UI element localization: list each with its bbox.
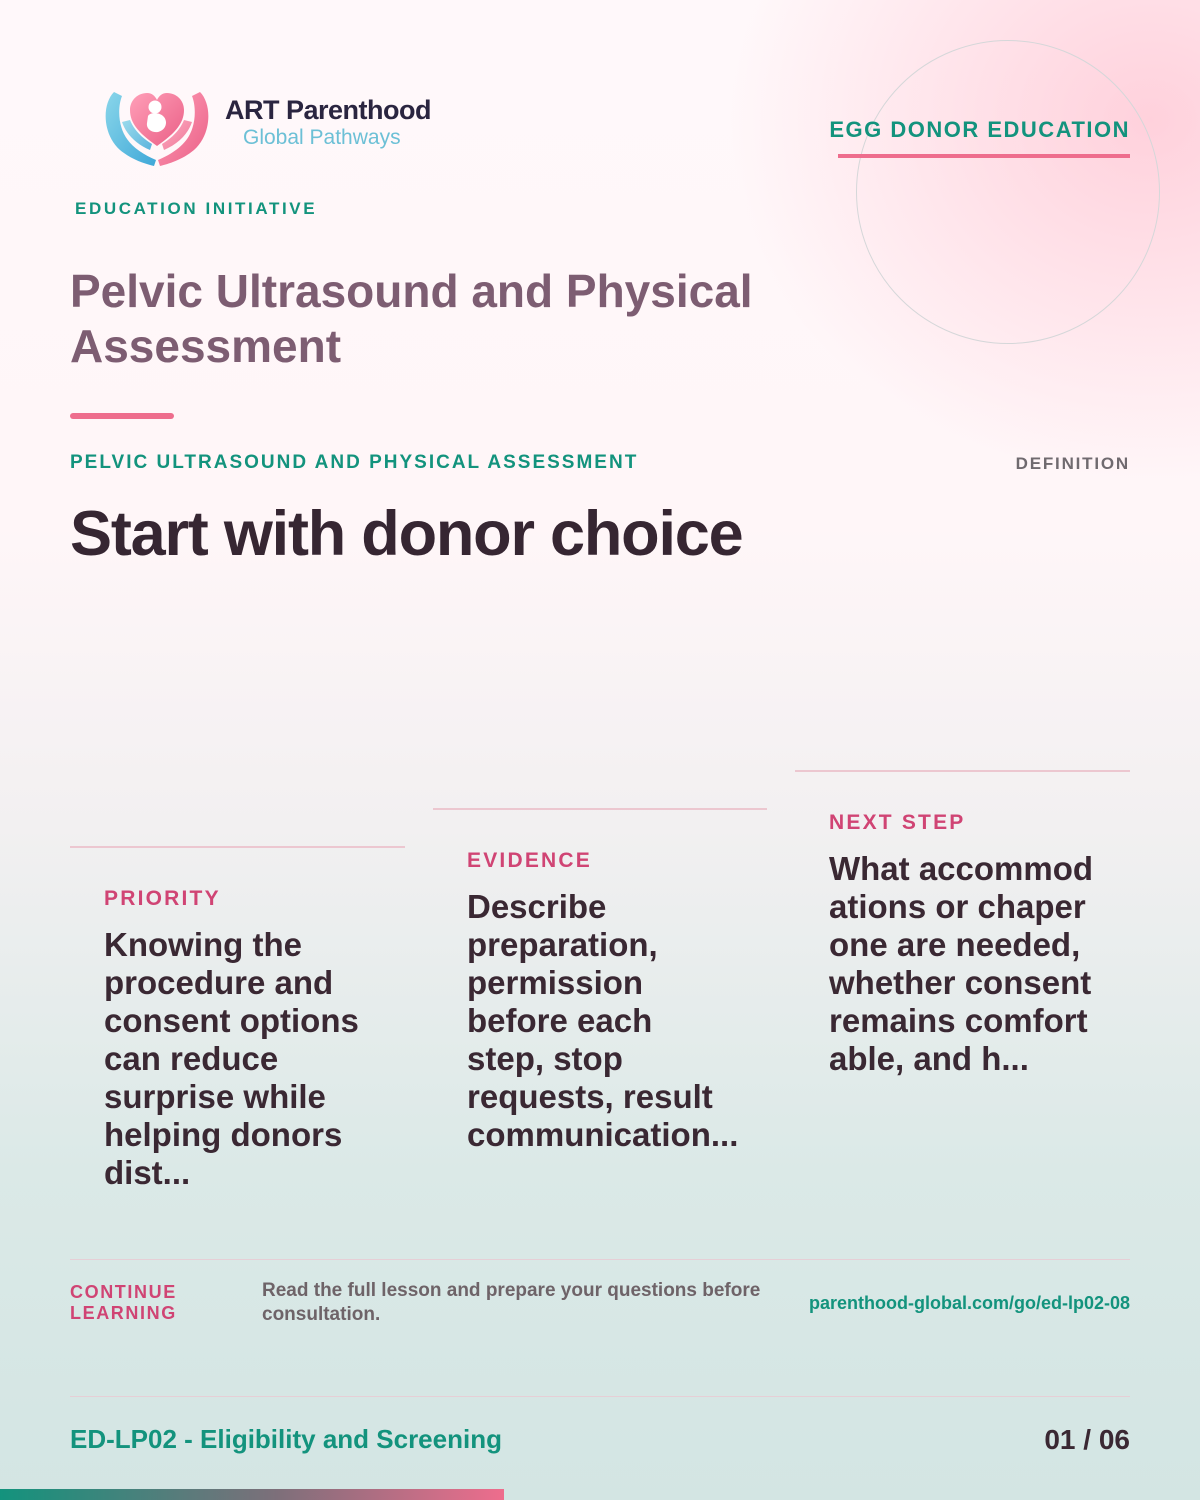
section-headline: Start with donor choice <box>70 499 743 569</box>
card-divider <box>433 808 767 810</box>
card-label-priority: PRIORITY <box>104 887 221 910</box>
section-type-label: DEFINITION <box>1015 454 1130 473</box>
continue-description: Read the full lesson and prepare your questions before consultation. <box>262 1280 761 1325</box>
divider <box>70 1259 1130 1260</box>
card-divider <box>795 770 1130 772</box>
progress-bar <box>0 1489 504 1500</box>
card-body-evidence: Describe preparation, permission before each step, stop requests, result communication... <box>467 888 739 1153</box>
continue-learning-label: CONTINUE LEARNING <box>70 1282 177 1323</box>
series-label: ED-LP02 - Eligibility and Screening <box>70 1424 502 1454</box>
page-counter: 01 / 06 <box>1044 1424 1130 1455</box>
category-badge: EGG DONOR EDUCATION <box>829 117 1130 142</box>
lesson-link[interactable]: parenthood-global.com/go/ed-lp02-08 <box>808 1293 1130 1313</box>
card-body-next-step: What accommodations or chaperone are needed, whether consent remains comfortable, and h... <box>829 850 1094 1077</box>
brand-name: ART Parenthood <box>225 95 431 125</box>
page-title: Pelvic Ultrasound and Physical Assessment <box>70 265 753 372</box>
initiative-label: EDUCATION INITIATIVE <box>75 199 318 218</box>
divider <box>70 1396 1130 1397</box>
card-label-next-step: NEXT STEP <box>829 811 966 834</box>
section-kicker: PELVIC ULTRASOUND AND PHYSICAL ASSESSMENT <box>70 452 639 473</box>
card-divider <box>70 846 405 848</box>
card-label-evidence: EVIDENCE <box>467 849 592 872</box>
card-body-priority: Knowing the procedure and consent options can reduce surprise while helping donors dist... <box>104 926 359 1191</box>
badge-underline <box>838 154 1130 158</box>
hands-heart-icon <box>100 74 215 174</box>
decorative-circle <box>856 40 1160 344</box>
title-accent-bar <box>70 413 174 419</box>
brand-tagline: Global Pathways <box>243 126 401 149</box>
